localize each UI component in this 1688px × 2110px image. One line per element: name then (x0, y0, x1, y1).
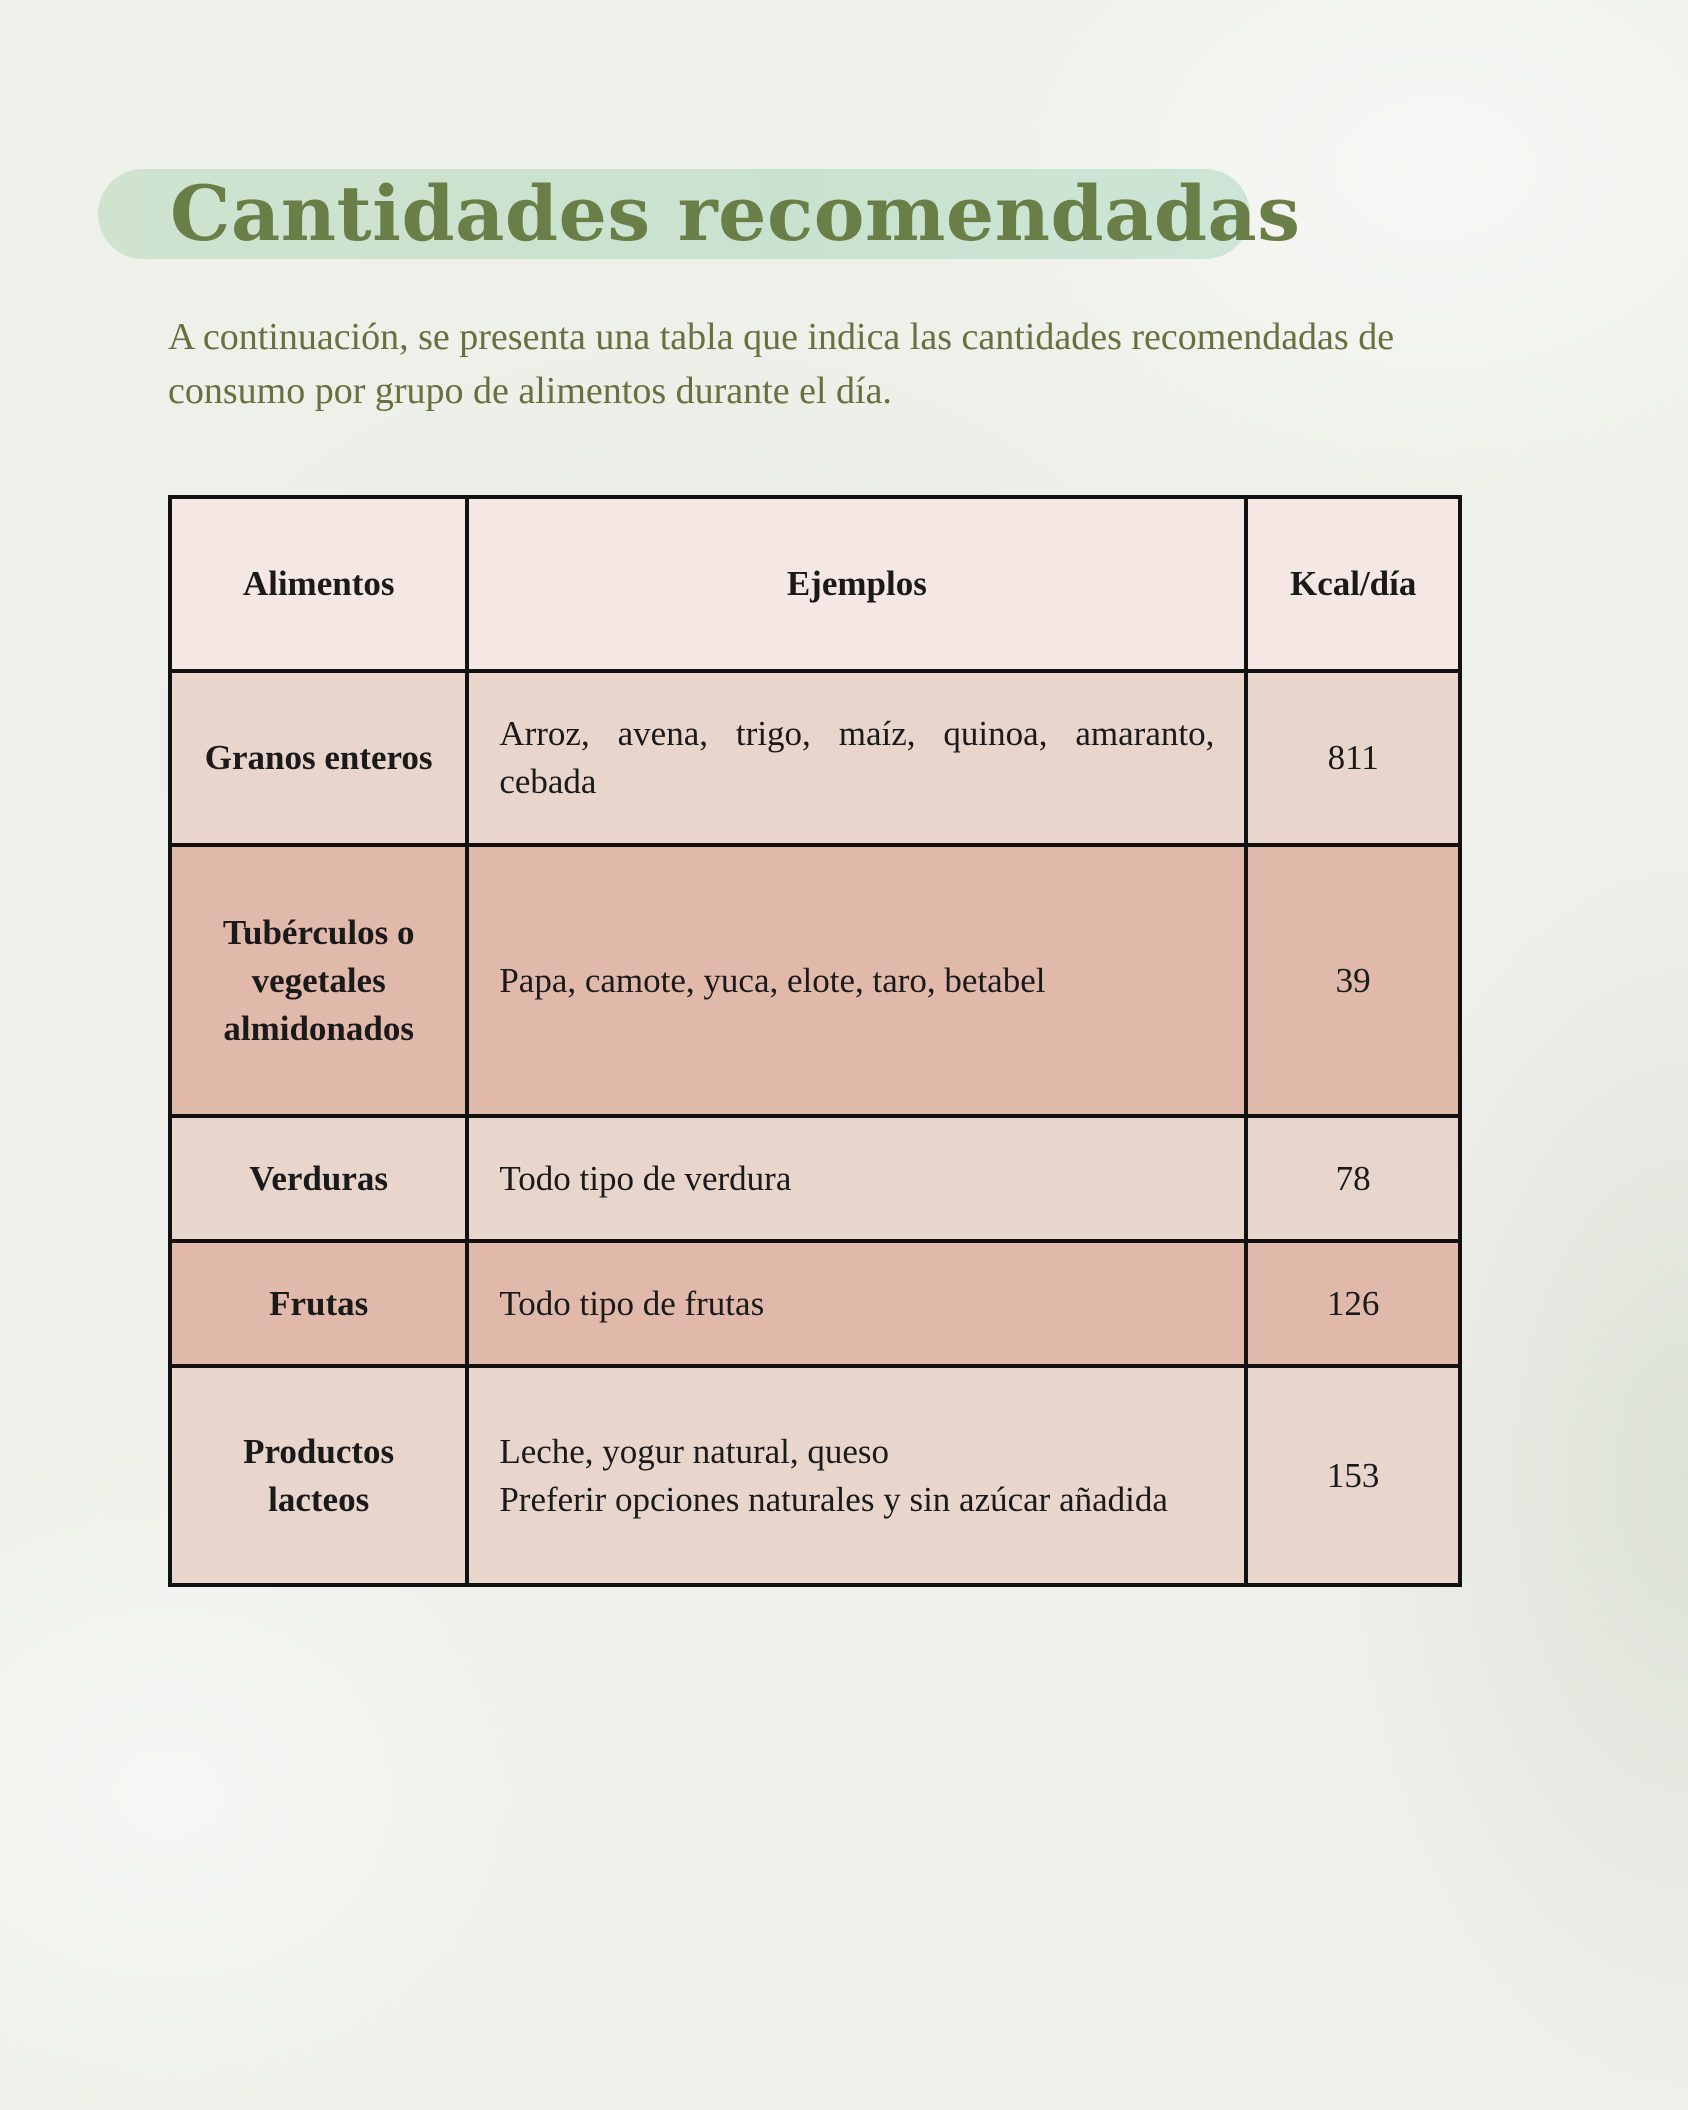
food-group-cell: Granos enteros (170, 671, 467, 845)
page-title: Cantidades recomendadas (170, 169, 1301, 258)
header-kcal: Kcal/día (1246, 497, 1460, 671)
examples-cell (467, 1366, 1246, 1585)
intro-paragraph: A continuación, se presenta una tabla que indica las cantidades recomendadas de consumo por grupo de alimentos durante el día. (168, 316, 1395, 412)
examples-line: Preferir opciones naturales y sin azúcar añadida (499, 1479, 1168, 1519)
food-table (168, 495, 1462, 1587)
examples-cell: Arroz, avena, trigo, maíz, quinoa, amaranto, cebada (467, 671, 1246, 845)
examples-cell: Papa, camote, yuca, elote, taro, betabel (467, 845, 1246, 1116)
food-group-cell: Verduras (170, 1116, 467, 1241)
table-row (170, 845, 1460, 1116)
table-row (170, 671, 1460, 845)
food-group-cell: Frutas (170, 1241, 467, 1366)
table-header-row (170, 497, 1460, 671)
kcal-cell: 811 (1246, 671, 1460, 845)
kcal-cell: 39 (1246, 845, 1460, 1116)
examples-cell: Todo tipo de frutas (467, 1241, 1246, 1366)
kcal-cell: 78 (1246, 1116, 1460, 1241)
header-examples: Ejemplos (467, 497, 1246, 671)
examples-line: Leche, yogur natural, queso (499, 1431, 890, 1471)
food-group-cell: Productos lacteos (170, 1366, 467, 1585)
header-foods: Alimentos (170, 497, 467, 671)
table-row (170, 1366, 1460, 1585)
kcal-cell: 153 (1246, 1366, 1460, 1585)
table-row (170, 1241, 1460, 1366)
kcal-cell: 126 (1246, 1241, 1460, 1366)
examples-cell: Todo tipo de verdura (467, 1116, 1246, 1241)
food-group-cell: Tubérculos o vegetales almidonados (170, 845, 467, 1116)
table-row (170, 1116, 1460, 1241)
